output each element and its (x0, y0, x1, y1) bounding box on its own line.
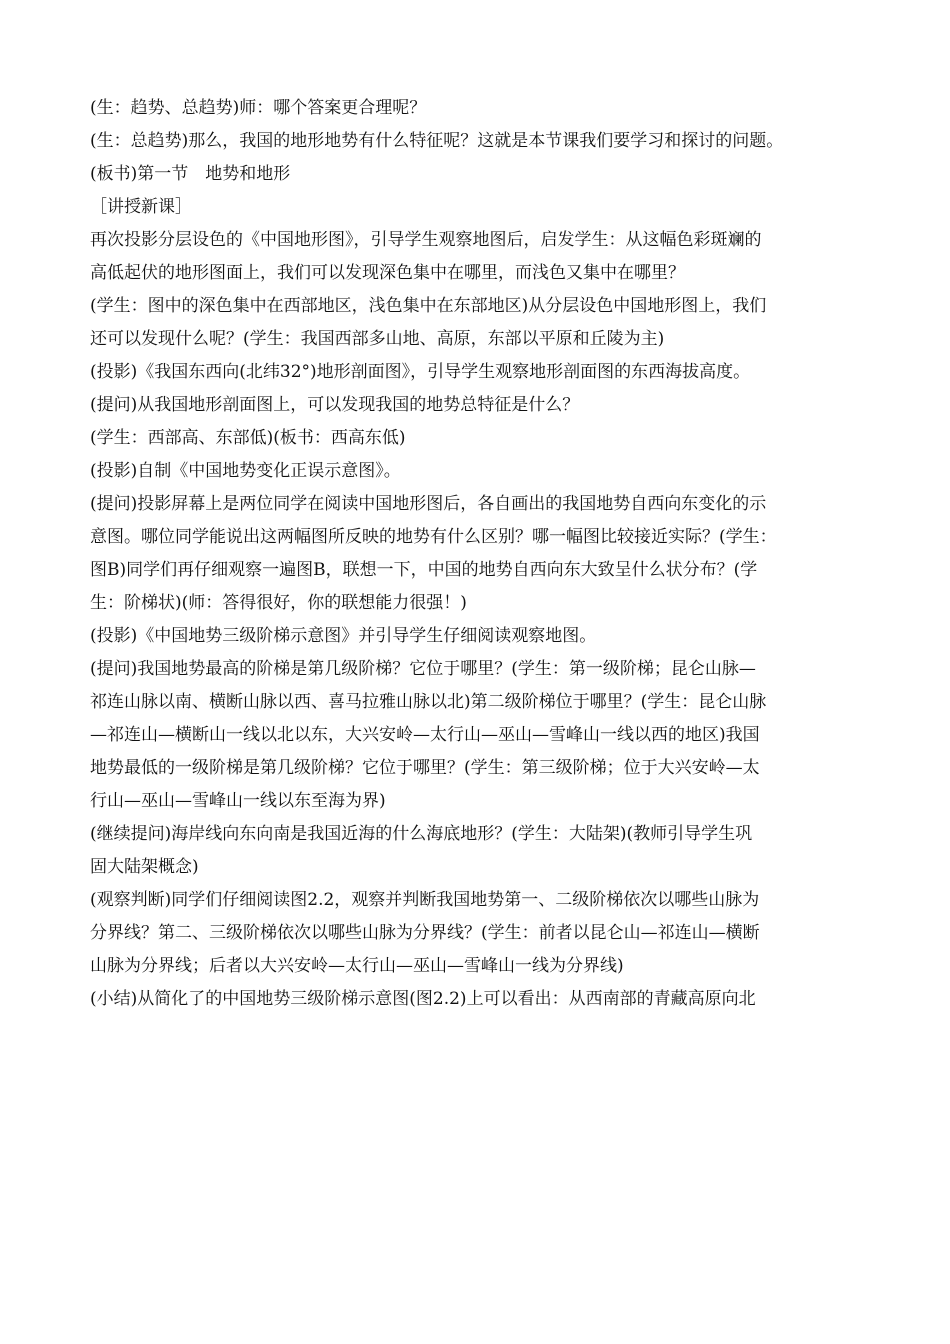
text-line: 分界线？第二、三级阶梯依次以哪些山脉为分界线？(学生：前者以昆仑山—祁连山—横断 (90, 923, 760, 943)
text-line: (提问)投影屏幕上是两位同学在阅读中国地形图后，各自画出的我国地势自西向东变化的示 (90, 494, 767, 514)
text-line: 地势最低的一级阶梯是第几级阶梯？它位于哪里？(学生：第三级阶梯；位于大兴安岭—太 (90, 758, 760, 778)
section-heading: (板书)第一节 地势和地形 (90, 164, 291, 184)
text-line: (小结)从简化了的中国地势三级阶梯示意图(图2.2)上可以看出：从西南部的青藏高原向北 (90, 989, 756, 1009)
text-line: 高低起伏的地形图面上，我们可以发现深色集中在哪里，而浅色又集中在哪里？ (90, 263, 685, 283)
text-line: (投影)《我国东西向(北纬32°)地形剖面图》，引导学生观察地形剖面图的东西海拔高度。 (90, 362, 751, 382)
text-line: 意图。哪位同学能说出这两幅图所反映的地势有什么区别？哪一幅图比较接近实际？(学生： (90, 527, 777, 547)
document-page (90, 92, 865, 1016)
text-line: 山脉为分界线；后者以大兴安岭—太行山—巫山—雪峰山一线为分界线) (90, 956, 624, 976)
text-line: (提问)我国地势最高的阶梯是第几级阶梯？它位于哪里？(学生：第一级阶梯；昆仑山脉— (90, 659, 756, 679)
text-line: 固大陆架概念) (90, 857, 199, 877)
text-line: (提问)从我国地形剖面图上，可以发现我国的地势总特征是什么？ (90, 395, 580, 415)
text-line: 生：阶梯状)(师：答得很好，你的联想能力很强！) (90, 593, 467, 613)
text-line: 图B)同学们再仔细观察一遍图B，联想一下，中国的地势自西向东大致呈什么状分布？(学 (90, 560, 758, 580)
text-line: 祁连山脉以南、横断山脉以西、喜马拉雅山脉以北)第二级阶梯位于哪里？(学生：昆仑山脉 (90, 692, 767, 712)
text-line: (学生：图中的深色集中在西部地区，浅色集中在东部地区)从分层设色中国地形图上，我们 (90, 296, 767, 316)
text-line: 行山—巫山—雪峰山一线以东至海为界) (90, 791, 386, 811)
text-line: (投影)《中国地势三级阶梯示意图》并引导学生仔细阅读观察地图。 (90, 626, 597, 646)
section-label: ［讲授新课］ (90, 197, 192, 217)
text-line: (投影)自制《中国地势变化正误示意图》。 (90, 461, 401, 481)
text-line: (学生：西部高、东部低)(板书：西高东低) (90, 428, 406, 448)
text-line: (继续提问)海岸线向东向南是我国近海的什么海底地形？(学生：大陆架)(教师引导学生巩 (90, 824, 753, 844)
text-line: —祁连山—横断山一线以北以东，大兴安岭—太行山—巫山—雪峰山一线以西的地区)我国 (90, 725, 760, 745)
text-line: 还可以发现什么呢？(学生：我国西部多山地、高原，东部以平原和丘陵为主) (90, 329, 665, 349)
text-line: (生：总趋势)那么，我国的地形地势有什么特征呢？这就是本节课我们要学习和探讨的问题。 (90, 131, 784, 151)
text-line: (生：趋势、总趋势)师：哪个答案更合理呢？ (90, 98, 427, 118)
text-line: 再次投影分层设色的《中国地形图》，引导学生观察地图后，启发学生：从这幅色彩斑斓的 (90, 230, 762, 250)
text-line: (观察判断)同学们仔细阅读图2.2，观察并判断我国地势第一、二级阶梯依次以哪些山脉为 (90, 890, 760, 910)
